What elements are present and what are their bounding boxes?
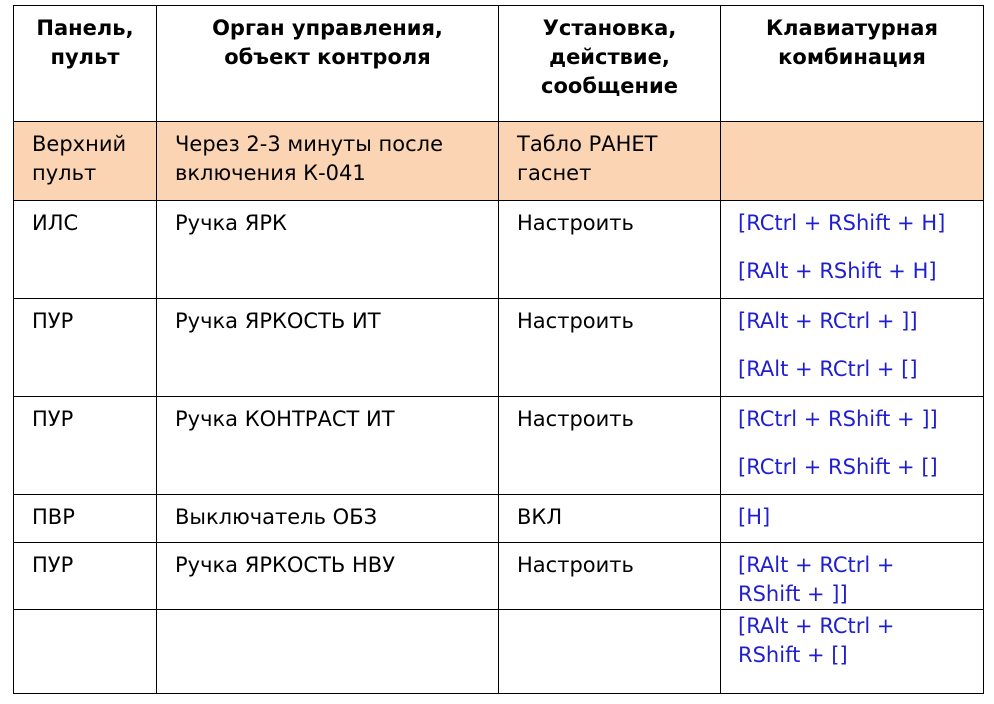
cell-action: ВКЛ (499, 495, 721, 543)
table-row (14, 610, 984, 694)
key-combo: [RAlt + RCtrl + RShift + [] (738, 614, 895, 667)
controls-table (13, 5, 984, 610)
cell-action: Табло РАНЕТ гаснет (499, 122, 721, 201)
cell-keys (721, 543, 984, 610)
cell-control: Через 2-3 минуты после включения К-041 (157, 122, 499, 201)
controls-table-continuation (13, 609, 984, 694)
cell-action: Настроить (499, 543, 721, 610)
cell-panel: Верхний пульт (14, 122, 157, 201)
key-combo: [H] (738, 505, 771, 529)
cell-panel: ПУР (14, 397, 157, 495)
cell-keys (721, 299, 984, 397)
cell-panel: ИЛС (14, 201, 157, 299)
cell-keys (721, 495, 984, 543)
header-panel: Панель, пульт (14, 6, 157, 122)
cell-panel: ПУР (14, 543, 157, 610)
table-row (14, 495, 984, 543)
cell-panel: ПВР (14, 495, 157, 543)
cell-keys (721, 610, 984, 694)
key-combo: [RCtrl + RShift + ]] (738, 407, 938, 431)
cell-control: Ручка ЯРКОСТЬ НВУ (157, 543, 499, 610)
table-row (14, 397, 984, 495)
cell-action: Настроить (499, 299, 721, 397)
table-row (14, 299, 984, 397)
key-combo: [RAlt + RShift + H] (738, 259, 937, 283)
table-row (14, 201, 984, 299)
cell-action (499, 610, 721, 694)
cell-panel (14, 610, 157, 694)
cell-panel: ПУР (14, 299, 157, 397)
cell-action: Настроить (499, 201, 721, 299)
header-action: Установка, действие, сообщение (499, 6, 721, 122)
cell-control: Ручка ЯРК (157, 201, 499, 299)
key-combo: [RCtrl + RShift + [] (738, 455, 938, 479)
table-row (14, 122, 984, 201)
key-combo: [RAlt + RCtrl + ]] (738, 309, 918, 333)
cell-keys (721, 397, 984, 495)
key-combo: [RCtrl + RShift + H] (738, 211, 946, 235)
cell-keys (721, 201, 984, 299)
key-combo: [RAlt + RCtrl + [] (738, 357, 918, 381)
header-control: Орган управления, объект контроля (157, 6, 499, 122)
header-row (14, 6, 984, 122)
table-row (14, 543, 984, 610)
cell-action: Настроить (499, 397, 721, 495)
cell-control: Ручка КОНТРАСТ ИТ (157, 397, 499, 495)
cell-keys (721, 122, 984, 201)
key-combo: [RAlt + RCtrl + RShift + ]] (738, 553, 895, 606)
header-keys: Клавиатурная комбинация (721, 6, 984, 122)
cell-control: Ручка ЯРКОСТЬ ИТ (157, 299, 499, 397)
cell-control (157, 610, 499, 694)
cell-control: Выключатель ОБЗ (157, 495, 499, 543)
